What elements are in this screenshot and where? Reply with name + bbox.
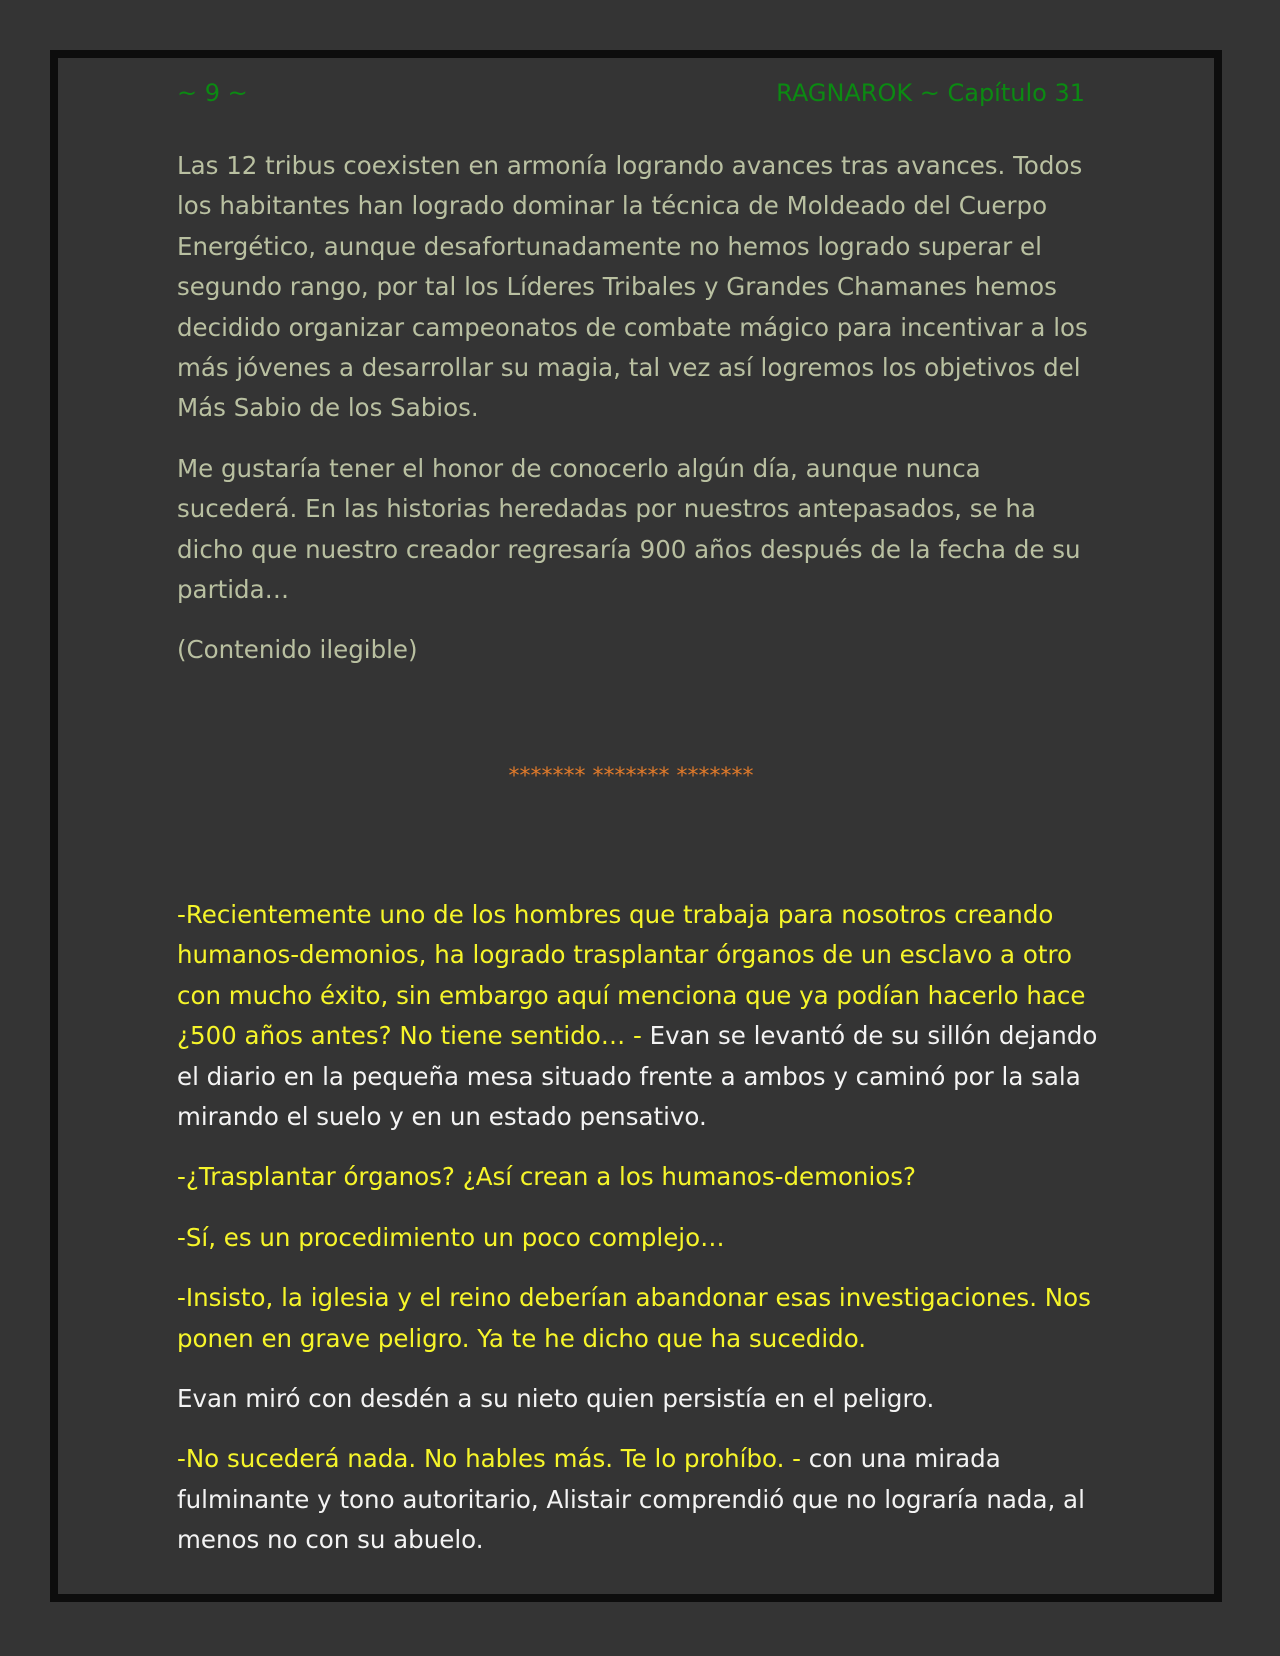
page-content bbox=[177, 146, 1107, 1581]
separator-spacer bbox=[177, 797, 1107, 895]
dialogue-narration: Evan se levantó de su sillón dejando el diario en la pequeña mesa situado frente a ambos y caminó por la sala mirando el suelo y en un estado pensativo. bbox=[177, 1021, 1098, 1131]
dialogue-paragraph bbox=[177, 895, 1107, 1137]
dialogue-paragraph: -¿Trasplantar órganos? ¿Así crean a los humanos-demonios? bbox=[177, 1162, 917, 1192]
page-header bbox=[177, 76, 1085, 110]
page-number: ~ 9 ~ bbox=[177, 79, 248, 107]
scene-separator: ******* ******* ******* bbox=[508, 763, 754, 789]
dialogue-paragraph: -Insisto, la iglesia y el reino deberían abandonar esas investigaciones. Nos ponen en grave peligro. Ya te he dicho que ha sucedido. bbox=[177, 1283, 1091, 1353]
dialogue-speech: -No sucederá nada. No hables más. Te lo prohíbo. - bbox=[177, 1444, 801, 1474]
dialogue-speech: -Recientemente uno de los hombres que trabaja para nosotros creando humanos-demonios, ha logrado trasplantar órganos de un esclavo a otro con mucho éxito, sin embargo aquí menciona que ya podían hacerlo hace ¿500 años antes? No tiene sentido… - bbox=[177, 899, 1086, 1051]
journal-paragraph: (Contenido ilegible) bbox=[177, 635, 418, 665]
journal-paragraph: Me gustaría tener el honor de conocerlo algún día, aunque nunca sucederá. En las historias heredadas por nuestros antepasados, se ha dicho que nuestro creador regresaría 900 años después de la fecha de su partida… bbox=[177, 453, 1081, 605]
narration-paragraph: Evan miró con desdén a su nieto quien persistía en el peligro. bbox=[177, 1383, 935, 1413]
dialogue-paragraph bbox=[177, 1439, 1107, 1560]
chapter-title: RAGNAROK ~ Capítulo 31 bbox=[776, 79, 1085, 107]
journal-paragraph: Las 12 tribus coexisten en armonía logrando avances tras avances. Todos los habitantes han logrado dominar la técnica de Moldeado del Cuerpo Energético, aunque desafortunadamente no hemos logrado superar el segundo rango, por tal los Líderes Tribales y Grandes Chamanes hemos decidido organizar campeonatos de combate mágico para incentivar a los más jóvenes a desarrollar su magia, tal vez así logremos los objetivos del Más Sabio de los Sabios. bbox=[177, 151, 1088, 423]
dialogue-narration: con una mirada fulminante y tono autoritario, Alistair comprendió que no lograría nada, al menos no con su abuelo. bbox=[177, 1444, 1085, 1555]
dialogue-paragraph: -Sí, es un procedimiento un poco complejo… bbox=[177, 1222, 725, 1252]
